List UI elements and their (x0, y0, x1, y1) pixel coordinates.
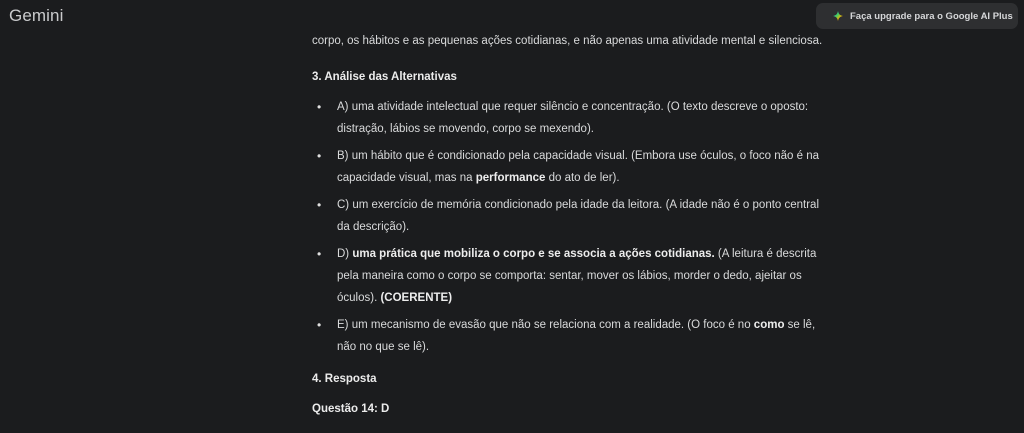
alternative-text: E) um mecanismo de evasão que não se relaciona com a realidade. (O foco é no (337, 319, 754, 331)
list-item-alternative-b (312, 145, 832, 189)
coherent-tag: (COERENTE) (380, 292, 453, 304)
bullet-icon: • (317, 149, 322, 163)
final-answer: Questão 14: D (312, 403, 390, 415)
bullet-icon: • (317, 198, 322, 212)
upgrade-button[interactable] (816, 3, 1018, 29)
alternative-emphasis: como (753, 319, 785, 331)
app-title[interactable]: Gemini (9, 6, 64, 25)
response-content (312, 30, 832, 420)
list-item-alternative-c (312, 194, 832, 238)
section-title-answer: 4. Resposta (312, 373, 377, 385)
alternative-text-end: (A leitura é descrita pela maneira como o corpo se comporta: sentar, mover os lábios, morder o dedo, ajeitar os óculos). (337, 248, 817, 304)
alternative-text: B) um hábito que é condicionado pela capacidade visual. (Embora use óculos, o foco não é na capacidade visual, mas na (337, 150, 820, 184)
alternatives-list (312, 96, 832, 358)
bullet-icon: • (317, 247, 322, 261)
section-title-analysis: 3. Análise das Alternativas (312, 71, 457, 83)
alternative-text: A) uma atividade intelectual que requer silêncio e concentração. (O texto descreve o oposto: distração, lábios se movendo, corpo se mexendo). (337, 101, 809, 135)
list-item-alternative-e (312, 314, 832, 358)
alternative-text: C) um exercício de memória condicionado pela idade da leitora. (A idade não é o ponto central da descrição). (337, 199, 820, 233)
list-item-alternative-a (312, 96, 832, 140)
upgrade-button-label: Faça upgrade para o Google AI Plus (850, 10, 1013, 22)
sparkle-icon (833, 11, 843, 21)
alternative-text-end: do ato de ler). (545, 172, 620, 184)
bullet-icon: • (317, 100, 322, 114)
list-item-alternative-d (312, 243, 832, 309)
alternative-emphasis: uma prática que mobiliza o corpo e se associa a ações cotidianas. (352, 248, 715, 260)
intro-paragraph: corpo, os hábitos e as pequenas ações cotidianas, e não apenas uma atividade mental e silenciosa. (312, 35, 823, 47)
alternative-text-end: se lê, não no que se lê). (337, 319, 816, 353)
bullet-icon: • (317, 318, 322, 332)
top-bar (0, 0, 1024, 34)
alternative-text: D) (337, 248, 353, 260)
alternative-emphasis: performance (475, 172, 546, 184)
